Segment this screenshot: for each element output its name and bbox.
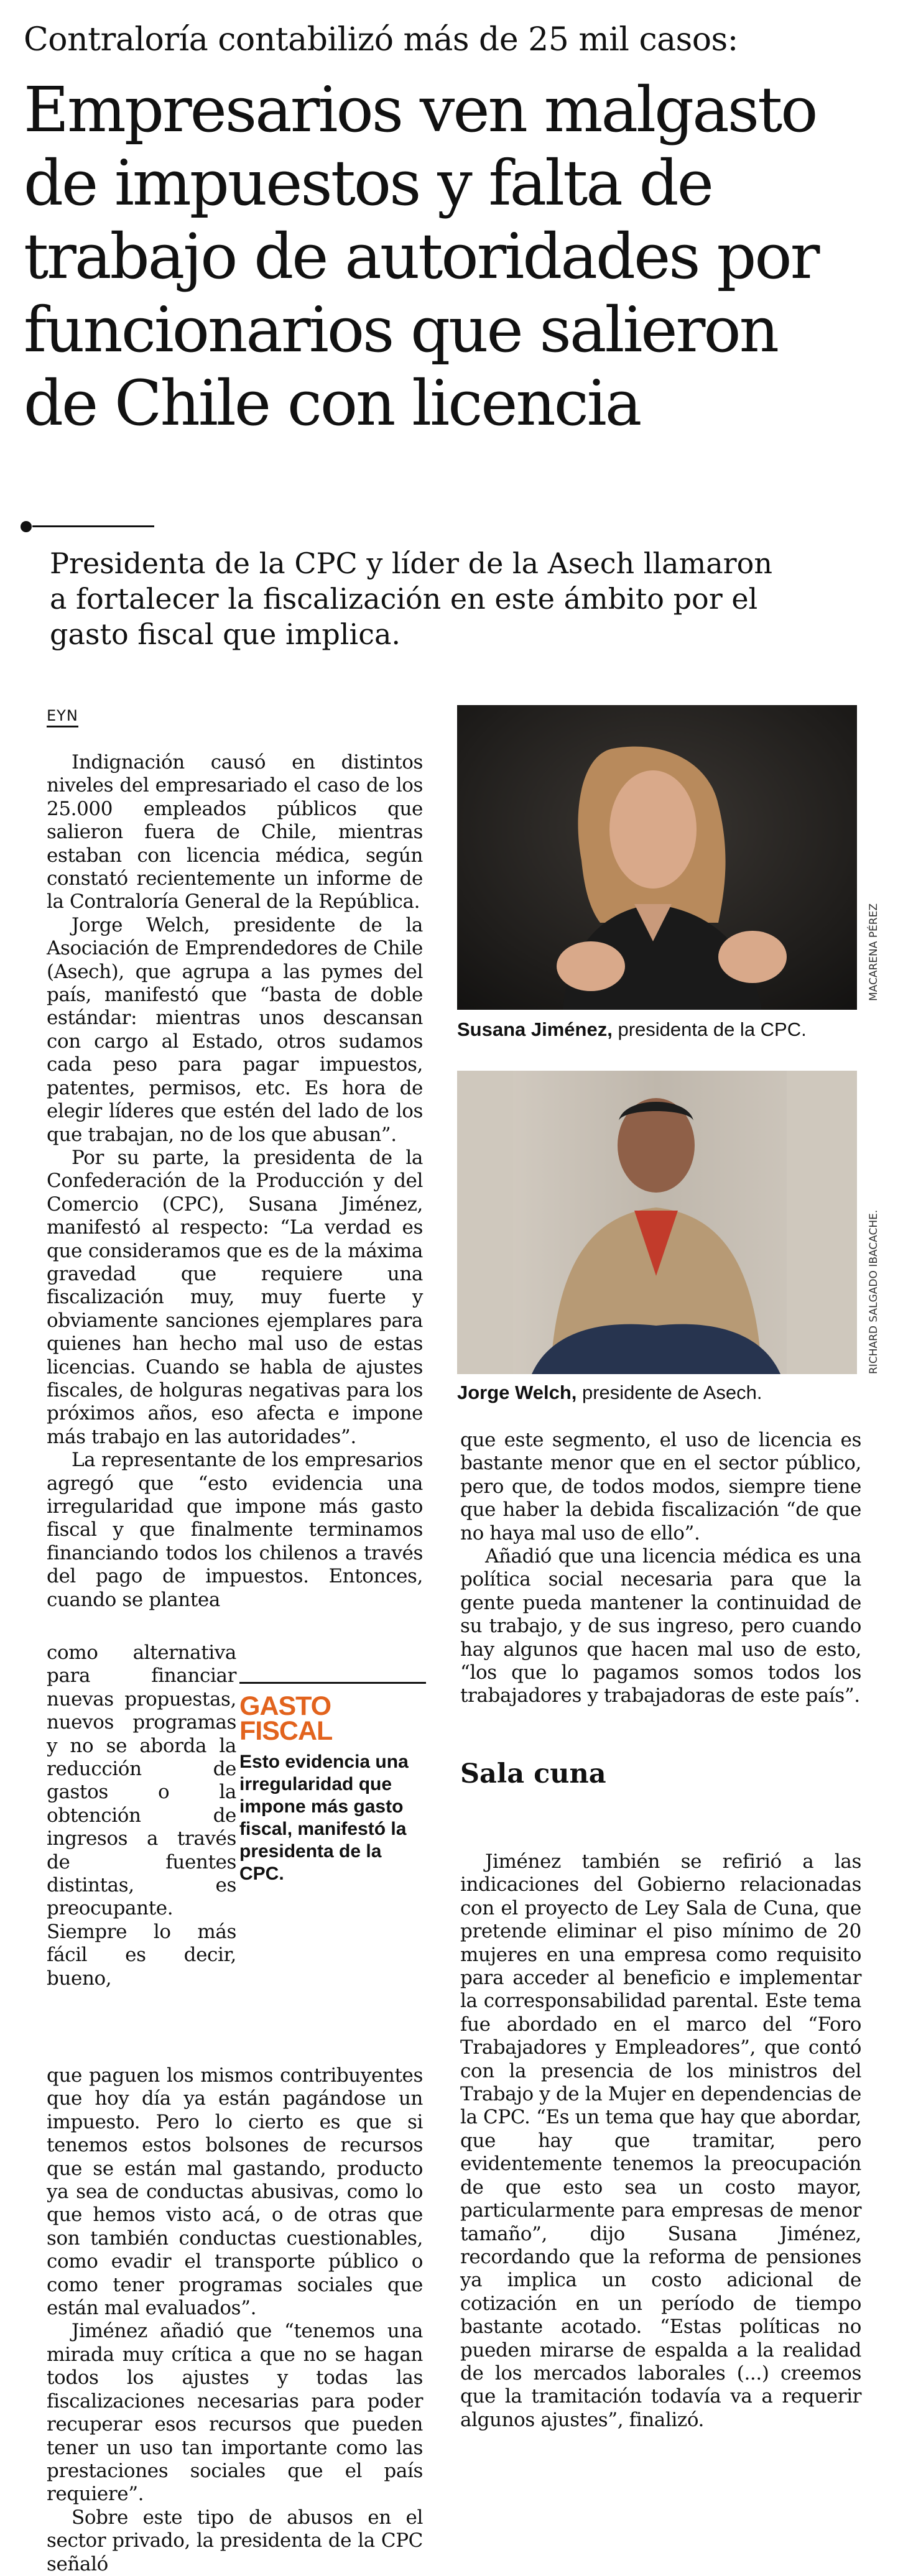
headline-line: de Chile con licencia xyxy=(24,367,641,440)
divider-line xyxy=(32,525,154,527)
divider-dot xyxy=(21,521,32,532)
headline-line: funcionarios que salieron xyxy=(24,293,778,366)
headline-line: Empresarios ven malgasto xyxy=(24,73,817,146)
photo-susana-jimenez xyxy=(457,705,857,1010)
body-paragraph: que este segmento, el uso de licencia es bastante menor que en el sector público, pero que, de todos modos, siempre tiene que haber la debida fiscalización “de que no haya mal uso de ello”. xyxy=(460,1429,861,1544)
article-column-1-upper xyxy=(47,751,423,1612)
headline-line: de impuestos y falta de xyxy=(24,147,712,219)
headline-line: trabajo de autoridades por xyxy=(24,220,818,293)
photo-caption xyxy=(457,1382,762,1404)
lead-line: gasto fiscal que implica. xyxy=(50,617,401,651)
pull-quote-kicker: FISCAL xyxy=(239,1716,333,1746)
body-paragraph: que paguen los mismos contribuyentes que hoy día ya están pagándose un impuesto. Pero lo cierto es que si tenemos estos bolsones de recursos que se están mal gastando, producto ya sea de conductas abusivas, como lo que hemos visto acá, o de otras que son también conductas cuestionables, como evadir el transporte público o como tener programas sociales que están mal evaluados”. xyxy=(47,2064,423,2320)
kicker-headline: Contraloría contabilizó más de 25 mil casos: xyxy=(24,21,738,58)
body-paragraph: Por su parte, la presidenta de la Confederación de la Producción y del Comercio (CPC), Susana Jiménez, manifestó al respecto: “La verdad es que consideramos que es de la máxima gravedad que requiere una fiscalización muy, muy fuerte y obviamente sanciones ejemplares para quienes han hecho mal uso de estas licencias. Cuando se habla de ajustes fiscales, de holguras negativas para los próximos años, eso afecta e impone más trabajo en las autoridades”. xyxy=(47,1146,423,1448)
article-column-2-upper xyxy=(460,1429,861,1708)
body-paragraph: Jiménez también se refirió a las indicaciones del Gobierno relacionadas con el proyecto de Ley Sala de Cuna, que pretende eliminar el piso mínimo de 20 mujeres en una empresa como requisito para acceder al beneficio e implementar la corresponsabilidad parental. Este tema fue abordado en el marco del “Foro Trabajadores y Empleadores”, que contó con la presencia de los ministros del Trabajo y de la Mujer en dependencias de la CPC. “Es un tema que hay que abordar, que hay que tramitar, pero evidentemente tenemos la preocupación de que esto sea un costo mayor, particularmente para empresas de menor tamaño”, dijo Susana Jiménez, recordando que la reforma de pensiones ya implica un costo adicional de cotización en un período de tiempo bastante acotado. “Estas políticas no pueden mirarse de espalda a la realidad de los mercados laborales (...) creemos que la tramitación todavía va a requerir algunos ajustes”, finalizó. xyxy=(460,1850,861,2431)
caption-text: presidente de Asech. xyxy=(577,1382,762,1403)
photo-jorge-welch xyxy=(457,1071,857,1374)
caption-text: presidenta de la CPC. xyxy=(612,1018,807,1040)
pull-quote-kicker: GASTO xyxy=(239,1691,331,1721)
photo-credit: RICHARD SALGADO IBACACHE. xyxy=(868,1209,880,1374)
photo-illustration xyxy=(457,1071,857,1374)
body-paragraph: Indignación causó en distintos niveles del empresariado el caso de los 25.000 empleados públicos que salieron fuera de Chile, mientras estaban con licencia médica, según constató recientemente un informe de la Contraloría General de la República. xyxy=(47,751,423,913)
body-paragraph: Añadió que una licencia médica es una política social necesaria para que la gente pueda mantener la continuidad de su trabajo, y de sus ingreso, pero cuando hay algunos que hacen mal uso de esto, “los que lo pagamos somos todos los trabajadores y trabajadoras de este país”. xyxy=(460,1545,861,1707)
caption-name: Susana Jiménez, xyxy=(457,1018,613,1040)
section-subhead: Sala cuna xyxy=(460,1758,606,1789)
lead-line: Presidenta de la CPC y líder de la Asech llamaron xyxy=(50,547,772,580)
body-paragraph: Jiménez añadió que “tenemos una mirada muy crítica a que no se hagan todos los ajustes y todas las fiscalizaciones necesarias para poder recuperar esos recursos que pueden tener un uso tan importante como las prestaciones sociales que el país requiere”. xyxy=(47,2320,423,2506)
lead-line: a fortalecer la fiscalización en este ámbito por el xyxy=(50,582,758,616)
pull-quote-text: Esto evidencia una irregularidad que impone más gasto fiscal, manifestó la presidenta de la CPC. xyxy=(239,1752,409,1884)
caption-name: Jorge Welch, xyxy=(457,1382,577,1403)
body-paragraph: como alternativa para financiar nuevas propuestas, nuevos programas y no se aborda la reducción de gastos o la obtención de ingresos a través de fuentes distintas, es preocupante. Siempre lo más fácil es decir, bueno, xyxy=(47,1641,236,1990)
article-column-1-narrow xyxy=(47,1641,236,1990)
article-column-1-lower xyxy=(47,2064,423,2576)
byline: EYN xyxy=(47,707,78,727)
photo-caption xyxy=(457,1018,807,1041)
body-paragraph: Sobre este tipo de abusos en el sector privado, la presidenta de la CPC señaló xyxy=(47,2506,423,2575)
photo-illustration xyxy=(457,705,857,1010)
lead-paragraph xyxy=(50,546,871,652)
headline xyxy=(24,73,888,440)
photo-credit: MACARENA PÉREZ xyxy=(868,903,880,1001)
article-column-2-lower xyxy=(460,1850,861,2432)
body-paragraph: La representante de los empresarios agregó que “esto evidencia una irregularidad que impone más gasto fiscal y que finalmente terminamos financiando todos los chilenos a través del pago de impuestos. Entonces, cuando se plantea xyxy=(47,1449,423,1611)
body-paragraph: Jorge Welch, presidente de la Asociación de Emprendedores de Chile (Asech), que agrupa a las pymes del país, manifestó que “basta de doble estándar: mientras unos descansan con cargo al Estado, otros sudamos cada peso para pagar impuestos, patentes, permisos, etc. Es hora de elegir líderes que estén del lado de los que trabajan, no de los que abusan”. xyxy=(47,913,423,1146)
pull-quote xyxy=(239,1682,426,1885)
